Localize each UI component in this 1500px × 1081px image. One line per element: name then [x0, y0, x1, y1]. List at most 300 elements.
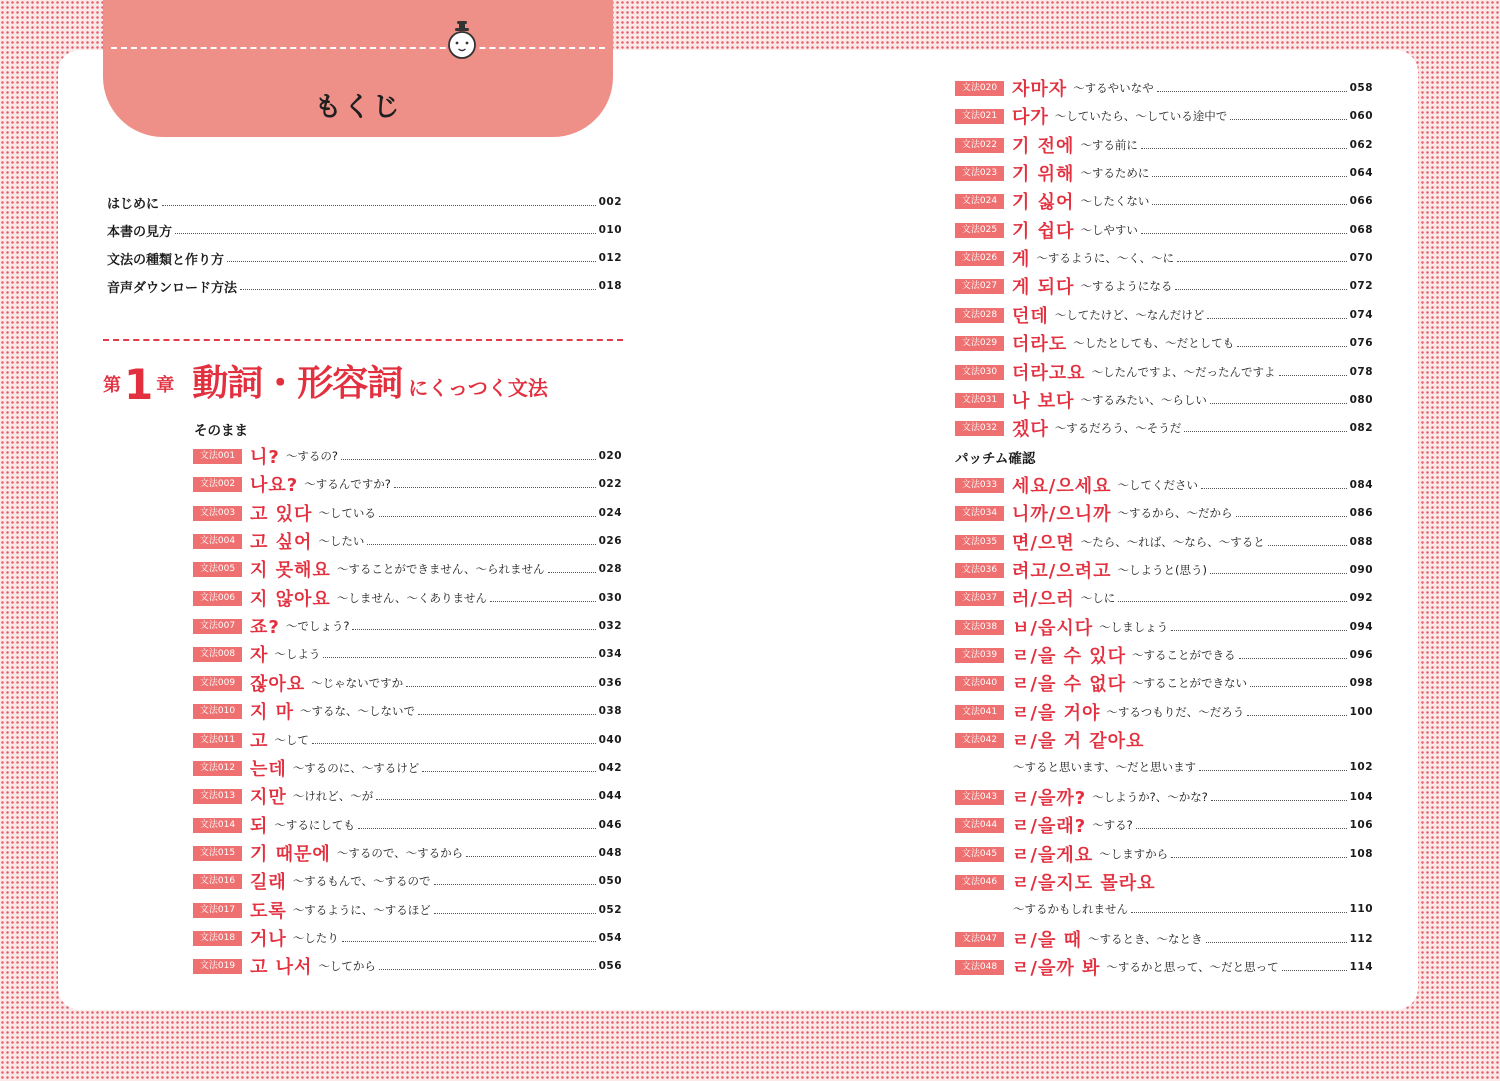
korean-grammar: ㅂ/읍시다: [1012, 618, 1094, 639]
korean-grammar: 던데: [1012, 306, 1049, 327]
korean-grammar: 기 전에: [1012, 136, 1075, 157]
korean-grammar: 러/으러: [1012, 589, 1075, 610]
grammar-number-badge: 文法008: [193, 647, 242, 662]
page-number: 066: [1349, 195, 1373, 207]
toc-grammar-entry[interactable]: [193, 613, 622, 639]
toc-grammar-entry[interactable]: [193, 443, 622, 469]
page-number: 052: [598, 904, 622, 916]
toc-grammar-entry[interactable]: [955, 841, 1373, 867]
grammar-number-badge: 文法040: [955, 676, 1004, 691]
dot-leader: [1184, 431, 1346, 432]
page-number: 034: [598, 648, 622, 660]
chapter-prefix: 第: [103, 375, 121, 396]
japanese-meaning: ～でしょう?: [285, 619, 350, 633]
grammar-number-badge: 文法030: [955, 365, 1004, 380]
japanese-meaning: ～したり: [292, 931, 339, 945]
dot-leader: [434, 913, 596, 914]
japanese-meaning: ～するのに、～するけど: [292, 761, 420, 775]
japanese-meaning: ～するだろう、～そうだ: [1054, 421, 1182, 435]
korean-grammar: 자마자: [1012, 79, 1068, 100]
toc-grammar-entry[interactable]: [193, 897, 622, 923]
korean-grammar: 도록: [250, 901, 287, 922]
korean-grammar: 면/으면: [1012, 533, 1075, 554]
page-number: 028: [598, 563, 622, 575]
korean-grammar: ㄹ/을게요: [1012, 845, 1094, 866]
toc-front-item[interactable]: [107, 248, 622, 268]
grammar-number-badge: 文法024: [955, 194, 1004, 209]
japanese-meaning: ～するとき、～なとき: [1088, 932, 1203, 946]
toc-grammar-entry[interactable]: [193, 556, 622, 582]
korean-grammar: ㄹ/을까?: [1012, 788, 1087, 809]
toc-grammar-entry[interactable]: [955, 160, 1373, 186]
japanese-meaning: ～するようになる: [1080, 279, 1173, 293]
page-title: もくじ: [314, 92, 402, 123]
dot-leader: [1171, 857, 1346, 858]
korean-grammar: 려고/으려고: [1012, 561, 1112, 582]
mascot-icon: [444, 18, 480, 62]
dot-leader: [1152, 204, 1346, 205]
dot-leader: [1141, 148, 1347, 149]
dot-leader: [1239, 658, 1347, 659]
chapter-title: 動詞・形容詞: [192, 363, 403, 404]
grammar-number-badge: 文法038: [955, 620, 1004, 635]
japanese-meaning: ～しますから: [1099, 847, 1169, 861]
page-number: 098: [1349, 677, 1373, 689]
toc-grammar-entry[interactable]: [955, 699, 1373, 725]
toc-grammar-entry[interactable]: [193, 953, 622, 979]
toc-grammar-entry[interactable]: [955, 75, 1373, 101]
page-number: 090: [1349, 564, 1373, 576]
dot-leader: [1131, 912, 1347, 913]
grammar-number-badge: 文法048: [955, 960, 1004, 975]
korean-grammar: 고 있다: [250, 504, 313, 525]
toc-grammar-entry[interactable]: [955, 812, 1373, 838]
grammar-number-badge: 文法029: [955, 336, 1004, 351]
toc-grammar-entry[interactable]: [955, 472, 1373, 498]
dot-leader: [490, 601, 596, 602]
korean-grammar: 더라고요: [1012, 363, 1086, 384]
grammar-number-badge: 文法047: [955, 932, 1004, 947]
dot-leader: [312, 743, 596, 744]
toc-grammar-entry[interactable]: [193, 641, 622, 667]
grammar-number-badge: 文法036: [955, 563, 1004, 578]
toc-grammar-entry[interactable]: [955, 302, 1373, 328]
grammar-number-badge: 文法021: [955, 109, 1004, 124]
dot-leader: [418, 714, 596, 715]
grammar-number-badge: 文法015: [193, 846, 242, 861]
page-number: 030: [598, 592, 622, 604]
korean-grammar: 기 위해: [1012, 164, 1075, 185]
dot-leader: [1136, 828, 1347, 829]
toc-front-item[interactable]: [107, 220, 622, 240]
page-number: 096: [1349, 649, 1373, 661]
page-number: 024: [598, 507, 622, 519]
page-number: 054: [598, 932, 622, 944]
grammar-number-badge: 文法012: [193, 761, 242, 776]
dot-leader: [341, 459, 596, 460]
toc-grammar-entry[interactable]: [193, 755, 622, 781]
korean-grammar: 기 때문에: [250, 844, 331, 865]
toc-item-label: 本書の見方: [107, 224, 173, 240]
page-number: 044: [598, 790, 622, 802]
grammar-number-badge: 文法046: [955, 875, 1004, 890]
japanese-meaning: ～けれど、～が: [292, 789, 374, 803]
dot-leader: [1211, 800, 1347, 801]
page-number: 068: [1349, 224, 1373, 236]
page-number: 102: [1349, 761, 1373, 773]
page-number: 100: [1349, 706, 1373, 718]
page-number: 046: [598, 819, 622, 831]
grammar-number-badge: 文法018: [193, 931, 242, 946]
japanese-meaning: ～しに: [1080, 591, 1116, 605]
korean-grammar: 되: [250, 816, 269, 837]
japanese-meaning: ～するから、～だから: [1117, 506, 1233, 520]
page-number: 010: [598, 224, 622, 236]
page-number: 074: [1349, 309, 1373, 321]
grammar-number-badge: 文法035: [955, 535, 1004, 550]
toc-grammar-entry[interactable]: [193, 812, 622, 838]
page-number: 094: [1349, 621, 1373, 633]
japanese-meaning: ～していたら、～している途中で: [1054, 109, 1228, 123]
dot-leader: [379, 969, 596, 970]
page-number: 042: [598, 762, 622, 774]
toc-grammar-entry[interactable]: [955, 670, 1373, 696]
dot-leader: [394, 487, 596, 488]
dot-leader: [240, 289, 596, 290]
page-number: 038: [598, 705, 622, 717]
grammar-number-badge: 文法043: [955, 790, 1004, 805]
japanese-meaning: ～することができません、～られません: [336, 562, 545, 576]
grammar-number-badge: 文法037: [955, 591, 1004, 606]
page-number: 036: [598, 677, 622, 689]
dot-leader: [323, 657, 595, 658]
page-number: 056: [598, 960, 622, 972]
toc-grammar-entry[interactable]: [955, 188, 1373, 214]
korean-grammar: 고: [250, 731, 269, 752]
grammar-number-badge: 文法011: [193, 733, 242, 748]
toc-grammar-entry[interactable]: [193, 840, 622, 866]
page-number: 070: [1349, 252, 1373, 264]
dot-leader: [434, 884, 596, 885]
korean-grammar: 지 않아요: [250, 589, 331, 610]
korean-grammar: 고 나서: [250, 957, 313, 978]
korean-grammar: 다가: [1012, 107, 1049, 128]
toc-grammar-entry[interactable]: [955, 926, 1373, 952]
toc-grammar-entry[interactable]: [955, 359, 1373, 385]
dot-leader: [1199, 770, 1347, 771]
grammar-number-badge: 文法016: [193, 874, 242, 889]
dot-leader: [406, 686, 595, 687]
dot-leader: [1236, 516, 1347, 517]
dot-leader: [1210, 403, 1347, 404]
japanese-meaning: ～しません、～くありません: [336, 591, 488, 605]
toc-grammar-entry[interactable]: [955, 273, 1373, 299]
grammar-number-badge: 文法044: [955, 818, 1004, 833]
korean-grammar: 길래: [250, 872, 287, 893]
toc-front-item[interactable]: [107, 192, 622, 212]
japanese-meaning: ～するように、～く、～に: [1036, 251, 1175, 265]
korean-grammar: 나 보다: [1012, 391, 1075, 412]
japanese-meaning: ～するつもりだ、～だろう: [1106, 705, 1245, 719]
japanese-meaning: ～してください: [1117, 478, 1199, 492]
grammar-number-badge: 文法002: [193, 477, 242, 492]
dot-leader: [227, 261, 596, 262]
japanese-meaning: ～しようと(思う): [1117, 563, 1207, 577]
dot-leader: [466, 856, 595, 857]
korean-grammar: 고 싶어: [250, 532, 313, 553]
page-number: 002: [598, 196, 622, 208]
chapter-subtitle: にくっつく文法: [408, 376, 548, 400]
grammar-number-badge: 文法005: [193, 562, 242, 577]
japanese-meaning: ～するの?: [285, 449, 338, 463]
korean-grammar: 자: [250, 645, 269, 666]
dot-leader: [376, 799, 595, 800]
korean-grammar: 니?: [250, 447, 280, 468]
grammar-number-badge: 文法022: [955, 138, 1004, 153]
korean-grammar: 겠다: [1012, 419, 1049, 440]
toc-grammar-entry[interactable]: [193, 585, 622, 611]
toc-grammar-entry[interactable]: [955, 132, 1373, 158]
grammar-number-badge: 文法027: [955, 279, 1004, 294]
grammar-number-badge: 文法003: [193, 506, 242, 521]
grammar-number-badge: 文法033: [955, 478, 1004, 493]
dot-leader: [1175, 289, 1346, 290]
grammar-number-badge: 文法032: [955, 421, 1004, 436]
korean-grammar: 죠?: [250, 617, 280, 638]
japanese-meaning: ～してたけど、～なんだけど: [1054, 308, 1205, 322]
toc-entry-continuation[interactable]: [1013, 898, 1373, 920]
dot-leader: [358, 828, 596, 829]
toc-grammar-entry[interactable]: [955, 415, 1373, 441]
korean-grammar: ㄹ/을지도 몰라요: [1012, 873, 1156, 894]
page-number: 062: [1349, 139, 1373, 151]
korean-grammar: 세요/으세요: [1012, 476, 1112, 497]
japanese-meaning: ～したい: [318, 534, 365, 548]
grammar-number-badge: 文法023: [955, 166, 1004, 181]
dot-leader: [1141, 233, 1347, 234]
toc-grammar-entry[interactable]: [955, 727, 1373, 753]
page-number: 110: [1349, 903, 1373, 915]
grammar-number-badge: 文法007: [193, 619, 242, 634]
grammar-number-badge: 文法034: [955, 506, 1004, 521]
grammar-number-badge: 文法019: [193, 959, 242, 974]
korean-grammar: ㄹ/을 거야: [1012, 703, 1101, 724]
toc-grammar-entry[interactable]: [193, 727, 622, 753]
toc-grammar-entry[interactable]: [193, 471, 622, 497]
dot-leader: [1207, 318, 1346, 319]
toc-front-item[interactable]: [107, 276, 622, 296]
japanese-meaning: ～する前に: [1080, 138, 1138, 152]
dot-leader: [1171, 630, 1346, 631]
korean-grammar: 니까/으니까: [1012, 504, 1112, 525]
section-heading-sonomama: そのまま: [194, 423, 248, 439]
grammar-number-badge: 文法006: [193, 591, 242, 606]
korean-grammar: 잖아요: [250, 674, 306, 695]
korean-grammar: ㄹ/을 수 있다: [1012, 646, 1127, 667]
dot-leader: [175, 233, 596, 234]
korean-grammar: 지 마: [250, 702, 295, 723]
korean-grammar: 거나: [250, 929, 287, 950]
dot-leader: [1177, 261, 1346, 262]
page-number: 020: [598, 450, 622, 462]
grammar-number-badge: 文法045: [955, 847, 1004, 862]
toc-grammar-entry[interactable]: [193, 925, 622, 951]
korean-grammar: ㄹ/을래?: [1012, 816, 1087, 837]
grammar-number-badge: 文法001: [193, 449, 242, 464]
grammar-number-badge: 文法042: [955, 733, 1004, 748]
page-number: 050: [598, 875, 622, 887]
page-number: 040: [598, 734, 622, 746]
japanese-meaning: ～しましょう: [1099, 620, 1169, 634]
korean-grammar: 게 되다: [1012, 277, 1075, 298]
chapter-divider: [103, 339, 623, 341]
japanese-meaning: ～することができる: [1132, 648, 1236, 662]
chapter-suffix: 章: [156, 375, 175, 396]
grammar-number-badge: 文法020: [955, 81, 1004, 96]
toc-grammar-entry[interactable]: [955, 387, 1373, 413]
japanese-meaning: ～する?: [1092, 818, 1133, 832]
grammar-number-badge: 文法026: [955, 251, 1004, 266]
toc-grammar-entry[interactable]: [193, 670, 622, 696]
korean-grammar: 나요?: [250, 475, 299, 496]
japanese-meaning: ～じゃないですか: [311, 676, 404, 690]
toc-item-label: 文法の種類と作り方: [107, 252, 225, 268]
page-number: 018: [598, 280, 622, 292]
dot-leader: [367, 544, 595, 545]
page-number: 058: [1349, 82, 1373, 94]
toc-grammar-entry[interactable]: [955, 642, 1373, 668]
korean-grammar: 기 쉽다: [1012, 221, 1075, 242]
grammar-number-badge: 文法009: [193, 676, 242, 691]
toc-grammar-entry[interactable]: [955, 245, 1373, 271]
page-number: 026: [598, 535, 622, 547]
toc-item-label: 音声ダウンロード方法: [107, 280, 238, 296]
chapter-number: 1: [124, 360, 154, 409]
korean-grammar: 기 싫어: [1012, 192, 1075, 213]
toc-grammar-entry[interactable]: [955, 217, 1373, 243]
grammar-number-badge: 文法010: [193, 704, 242, 719]
dot-leader: [1230, 119, 1346, 120]
grammar-number-badge: 文法031: [955, 393, 1004, 408]
tab-dashed-line: [111, 47, 605, 49]
japanese-meaning: ～するもんで、～するので: [292, 874, 431, 888]
page-number: 012: [598, 252, 622, 264]
page-number: 104: [1349, 791, 1373, 803]
dot-leader: [1157, 91, 1347, 92]
japanese-meaning: ～するやいなや: [1073, 81, 1154, 95]
japanese-meaning: ～するんですか?: [304, 477, 391, 491]
grammar-number-badge: 文法004: [193, 534, 242, 549]
dot-leader: [352, 629, 595, 630]
japanese-meaning: ～しようか?、～かな?: [1092, 790, 1208, 804]
japanese-meaning: ～するかもしれません: [1013, 902, 1128, 916]
dot-leader: [1237, 346, 1346, 347]
page-number: 064: [1349, 167, 1373, 179]
section-heading-batchim: パッチム確認: [955, 451, 1036, 467]
toc-grammar-entry[interactable]: [193, 500, 622, 526]
toc-entry-continuation[interactable]: [1013, 756, 1373, 778]
dot-leader: [1118, 601, 1346, 602]
japanese-meaning: ～したとしても、～だとしても: [1073, 336, 1235, 350]
japanese-meaning: ～して: [274, 733, 309, 747]
japanese-meaning: ～している: [318, 506, 376, 520]
page-number: 032: [598, 620, 622, 632]
japanese-meaning: ～するかと思って、～だと思って: [1106, 960, 1279, 974]
korean-grammar: 지만: [250, 787, 287, 808]
page-number: 092: [1349, 592, 1373, 604]
toc-grammar-entry[interactable]: [193, 528, 622, 554]
dot-leader: [1279, 375, 1347, 376]
japanese-meaning: ～しやすい: [1080, 223, 1138, 237]
dot-leader: [422, 771, 595, 772]
page-number: 112: [1349, 933, 1373, 945]
grammar-number-badge: 文法039: [955, 648, 1004, 663]
toc-grammar-entry[interactable]: [193, 868, 622, 894]
title-tab: [103, 0, 613, 137]
japanese-meaning: ～したんですよ、～だったんですよ: [1091, 365, 1276, 379]
dot-leader: [162, 205, 596, 206]
toc-grammar-entry[interactable]: [193, 698, 622, 724]
japanese-meaning: ～しよう: [274, 647, 321, 661]
page-number: 082: [1349, 422, 1373, 434]
japanese-meaning: ～するみたい、～らしい: [1080, 393, 1207, 407]
toc-grammar-entry[interactable]: [955, 103, 1373, 129]
korean-grammar: ㄹ/을 수 없다: [1012, 674, 1127, 695]
grammar-number-badge: 文法013: [193, 789, 242, 804]
chapter-heading: [103, 356, 548, 409]
toc-grammar-entry[interactable]: [955, 954, 1373, 980]
toc-grammar-entry[interactable]: [193, 783, 622, 809]
toc-grammar-entry[interactable]: [955, 869, 1373, 895]
grammar-number-badge: 文法028: [955, 308, 1004, 323]
japanese-meaning: ～してから: [318, 959, 376, 973]
dot-leader: [548, 572, 596, 573]
page-number: 022: [598, 478, 622, 490]
page-number: 114: [1349, 961, 1373, 973]
page-number: 088: [1349, 536, 1373, 548]
page-number: 086: [1349, 507, 1373, 519]
toc-grammar-entry[interactable]: [955, 557, 1373, 583]
korean-grammar: 지 못해요: [250, 560, 331, 581]
dot-leader: [1210, 573, 1347, 574]
dot-leader: [1152, 176, 1346, 177]
toc-grammar-entry[interactable]: [955, 614, 1373, 640]
page-number: 060: [1349, 110, 1373, 122]
dot-leader: [342, 941, 596, 942]
dot-leader: [1282, 970, 1347, 971]
japanese-meaning: ～するので、～するから: [336, 846, 464, 860]
toc-grammar-entry[interactable]: [955, 529, 1373, 555]
japanese-meaning: ～したくない: [1080, 194, 1150, 208]
toc-grammar-entry[interactable]: [955, 585, 1373, 611]
korean-grammar: ㄹ/을 때: [1012, 930, 1083, 951]
grammar-number-badge: 文法025: [955, 223, 1004, 238]
toc-grammar-entry[interactable]: [955, 784, 1373, 810]
page-number: 076: [1349, 337, 1373, 349]
japanese-meaning: ～するために: [1080, 166, 1150, 180]
page-number: 108: [1349, 848, 1373, 860]
grammar-number-badge: 文法017: [193, 903, 242, 918]
page-number: 084: [1349, 479, 1373, 491]
dot-leader: [379, 516, 596, 517]
japanese-meaning: ～するにしても: [274, 818, 355, 832]
toc-grammar-entry[interactable]: [955, 330, 1373, 356]
grammar-number-badge: 文法041: [955, 705, 1004, 720]
japanese-meaning: ～するように、～するほど: [292, 903, 431, 917]
toc-grammar-entry[interactable]: [955, 500, 1373, 526]
page-number: 080: [1349, 394, 1373, 406]
japanese-meaning: ～するな、～しないで: [300, 704, 416, 718]
